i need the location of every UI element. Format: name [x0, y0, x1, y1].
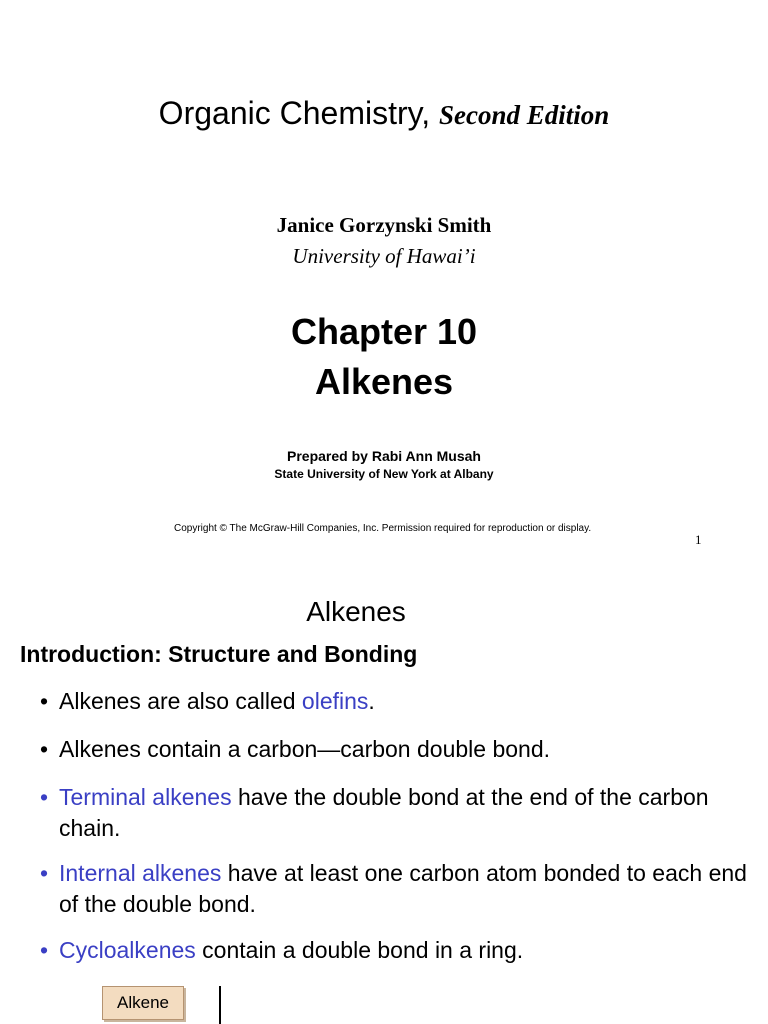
bullet-dot-icon: • — [40, 736, 49, 762]
bullet-text: Alkenes are also called — [59, 688, 302, 714]
book-edition: Second Edition — [439, 100, 610, 130]
diagram-bond-line — [219, 986, 221, 1024]
bullet-keyword: Internal alkenes — [59, 860, 222, 886]
bullet-item — [40, 858, 750, 920]
bullet-text: . — [368, 688, 375, 714]
chapter-title: Alkenes — [314, 361, 454, 402]
author-name: Janice Gorzynski Smith — [276, 213, 492, 237]
bullet-dot-icon: • — [40, 688, 49, 714]
page-number: 1 — [695, 532, 702, 547]
bullet-text: have at least one carbon atom bonded to each end of the double bond. — [59, 860, 747, 917]
bullet-keyword: Cycloalkenes — [59, 937, 196, 963]
prepared-by: Prepared by Rabi Ann Musah — [287, 448, 481, 464]
alkene-label-box: Alkene — [102, 986, 184, 1020]
slide-title: Alkenes — [306, 596, 406, 627]
bullet-text: contain a double bond in a ring. — [195, 937, 524, 963]
bullet-item — [40, 686, 750, 717]
bullet-item — [40, 935, 750, 966]
slide-subtitle: Introduction: Structure and Bonding — [20, 641, 418, 667]
author-affiliation: University of Hawai’i — [292, 244, 476, 268]
book-title — [0, 95, 768, 132]
bullet-dot-icon: • — [40, 937, 49, 963]
preparer-affiliation: State University of New York at Albany — [274, 467, 494, 481]
bullet-keyword: olefins — [301, 688, 369, 714]
copyright-notice: Copyright © The McGraw-Hill Companies, Inc. Permission required for reproduction or display. — [174, 523, 592, 534]
chapter-number: Chapter 10 — [290, 311, 478, 352]
bullet-dot-icon: • — [40, 860, 49, 886]
bullet-item — [40, 782, 750, 844]
book-title-main: Organic Chemistry, — [158, 95, 431, 131]
bullet-dot-icon: • — [40, 784, 49, 810]
bullet-text: Alkenes contain a carbon—carbon double bond. — [59, 736, 551, 762]
bullet-keyword: Terminal alkenes — [59, 784, 232, 810]
content-slide — [0, 568, 768, 1024]
bullet-item — [40, 734, 750, 765]
bullet-text: have the double bond at the end of the carbon chain. — [59, 784, 709, 841]
